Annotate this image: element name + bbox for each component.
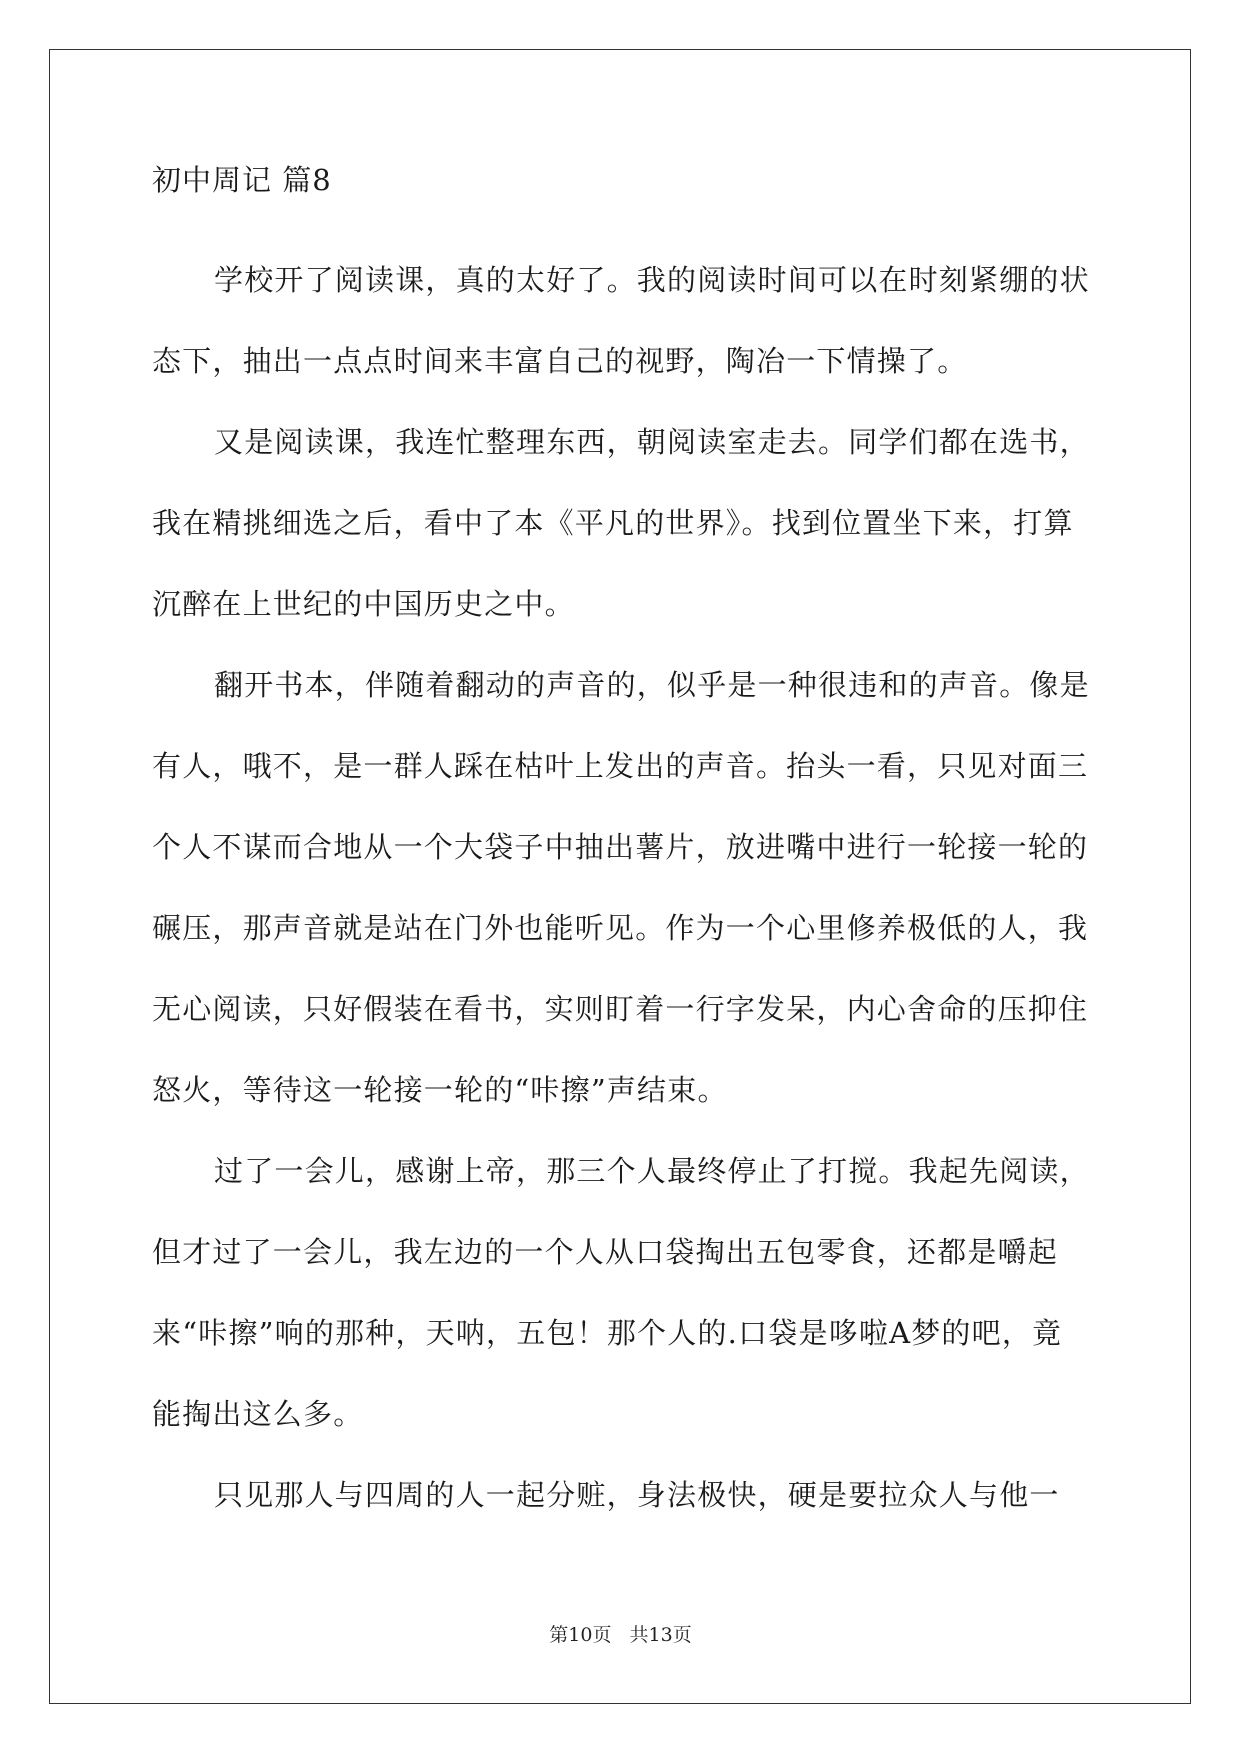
page-number: 第10页 [549, 1624, 612, 1646]
document-body [152, 160, 1092, 1536]
paragraph-3: 翻开书本，伴随着翻动的声音的，似乎是一种很违和的声音。像是有人，哦不，是一群人踩在枯叶上发出的声音。抬头一看，只见对面三个人不谋而合地从一个大袋子中抽出薯片，放进嘴中进行一轮接一轮的碾压，那声音就是站在门外也能听见。作为一个心里修养极低的人，我无心阅读，只好假装在看书，实则盯着一行字发呆，内心舍命的压抑住怒火，等待这一轮接一轮的“咔擦”声结束。 [152, 668, 1090, 1107]
page-total: 共13页 [629, 1624, 692, 1646]
paragraph-1: 学校开了阅读课，真的太好了。我的阅读时间可以在时刻紧绷的状态下，抽出一点点时间来丰富自己的视野，陶冶一下情操了。 [152, 263, 1090, 378]
page-footer [0, 1620, 1241, 1647]
document-title: 初中周记 篇8 [152, 163, 332, 197]
paragraph-5: 只见那人与四周的人一起分赃，身法极快，硬是要拉众人与他一 [214, 1478, 1060, 1512]
paragraph-2: 又是阅读课，我连忙整理东西，朝阅读室走去。同学们都在选书，我在精挑细选之后，看中了本《平凡的世界》。找到位置坐下来，打算沉醉在上世纪的中国历史之中。 [152, 425, 1090, 621]
paragraph-4: 过了一会儿，感谢上帝，那三个人最终停止了打搅。我起先阅读，但才过了一会儿，我左边的一个人从口袋掏出五包零食，还都是嚼起来“咔擦”响的那种，天呐，五包！那个人的.口袋是哆啦A梦的吧，竟能掏出这么多。 [152, 1154, 1090, 1431]
